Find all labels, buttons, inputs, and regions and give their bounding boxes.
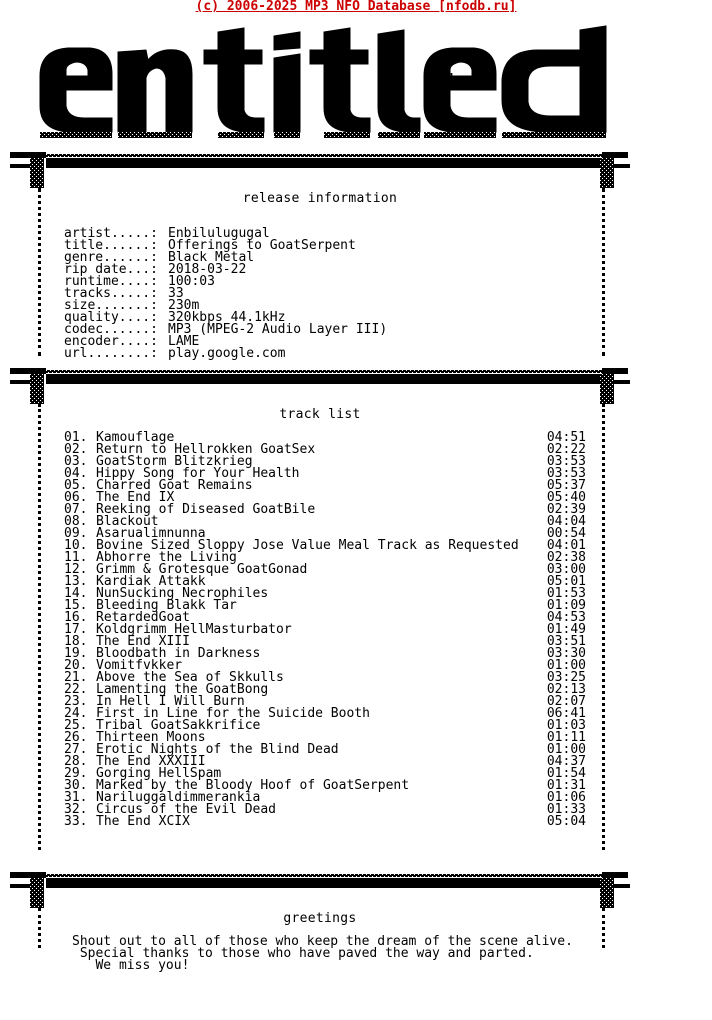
track-duration: 04:01 <box>546 538 586 553</box>
track-title: In Hell I Will Burn <box>96 694 245 709</box>
track-duration: 05:37 <box>546 478 586 493</box>
track-duration: 01:00 <box>546 658 586 673</box>
track-duration: 05:01 <box>546 574 586 589</box>
track-duration: 03:25 <box>546 670 586 685</box>
track-duration: 02:07 <box>546 694 586 709</box>
info-key: title......: <box>64 238 158 253</box>
track-number: 08. <box>64 514 88 529</box>
track-title: Bleeding Blakk Tar <box>96 598 237 613</box>
frame-left-release <box>38 188 51 356</box>
info-key: runtime....: <box>64 274 158 289</box>
track-number: 24. <box>64 706 88 721</box>
track-duration: 02:39 <box>546 502 586 517</box>
frame-right-tracks <box>602 404 615 850</box>
track-number: 28. <box>64 754 88 769</box>
track-duration: 01:54 <box>546 766 586 781</box>
track-title: Reeking of Diseased GoatBile <box>96 502 316 517</box>
track-number: 15. <box>64 598 88 613</box>
track-number: 30. <box>64 778 88 793</box>
track-number: 31. <box>64 790 88 805</box>
info-value: 33 <box>168 286 184 301</box>
track-duration: 05:04 <box>546 814 586 829</box>
track-title: Kardiak Attakk <box>96 574 206 589</box>
track-duration: 01:09 <box>546 598 586 613</box>
track-title: Abhorre the Living <box>96 550 237 565</box>
info-value: 2018-03-22 <box>168 262 247 277</box>
track-duration: 01:53 <box>546 586 586 601</box>
greeting-line: We miss you! <box>72 958 190 973</box>
track-title: Hippy Song for Your Health <box>96 466 300 481</box>
track-title: Koldgrimm HellMasturbator <box>96 622 292 637</box>
section-divider-tracks <box>0 364 712 404</box>
track-number: 22. <box>64 682 88 697</box>
section-divider-greetings <box>0 868 712 908</box>
track-title: The End XIII <box>96 634 190 649</box>
frame-right-release <box>602 188 615 356</box>
info-key: genre......: <box>64 250 158 265</box>
track-title: Tribal GoatSakkrifice <box>96 718 261 733</box>
info-value: MP3 (MPEG-2 Audio Layer III) <box>168 322 388 337</box>
track-duration: 02:38 <box>546 550 586 565</box>
track-duration: 04:37 <box>546 754 586 769</box>
track-title: NunSucking Necrophiles <box>96 586 269 601</box>
info-key: artist.....: <box>64 226 158 241</box>
track-number: 21. <box>64 670 88 685</box>
track-number: 03. <box>64 454 88 469</box>
track-title: GoatStorm Blitzkrieg <box>96 454 253 469</box>
info-value: 230m <box>168 298 200 313</box>
track-number: 14. <box>64 586 88 601</box>
info-value: Enbilulugugal <box>168 226 270 241</box>
track-title: Kamouflage <box>96 430 175 445</box>
track-number: 32. <box>64 802 88 817</box>
track-duration: 01:33 <box>546 802 586 817</box>
track-title: Marked by the Bloody Hoof of GoatSerpent <box>96 778 410 793</box>
track-duration: 03:00 <box>546 562 586 577</box>
info-key: encoder....: <box>64 334 158 349</box>
info-value: 320kbps 44.1kHz <box>168 310 286 325</box>
info-value: Offerings to GoatSerpent <box>168 238 356 253</box>
track-title: Lamenting the GoatBong <box>96 682 269 697</box>
track-duration: 00:54 <box>546 526 586 541</box>
track-number: 17. <box>64 622 88 637</box>
track-title: Charred Goat Remains <box>96 478 253 493</box>
track-title: First in Line for the Suicide Booth <box>96 706 370 721</box>
track-number: 06. <box>64 490 88 505</box>
info-value: play.google.com <box>168 346 286 361</box>
info-value: 100:03 <box>168 274 215 289</box>
track-title: Thirteen Moons <box>96 730 206 745</box>
track-title: Grimm & Grotesque GoatGonad <box>96 562 308 577</box>
section-divider-release <box>0 148 712 188</box>
track-duration: 01:06 <box>546 790 586 805</box>
track-title: The End XXXIII <box>96 754 206 769</box>
track-duration: 04:51 <box>546 430 586 445</box>
track-number: 10. <box>64 538 88 553</box>
track-duration: 01:03 <box>546 718 586 733</box>
track-title: Return to Hellrokken GoatSex <box>96 442 316 457</box>
track-number: 19. <box>64 646 88 661</box>
info-value: LAME <box>168 334 200 349</box>
track-title: Circus of the Evil Dead <box>96 802 277 817</box>
track-title: The End XCIX <box>96 814 190 829</box>
logo-graphic <box>0 14 712 144</box>
track-number: 09. <box>64 526 88 541</box>
track-number: 12. <box>64 562 88 577</box>
track-number: 16. <box>64 610 88 625</box>
track-title: RetardedGoat <box>96 610 190 625</box>
credit-line[interactable]: (c) 2006-2025 MP3 NFO Database [nfodb.ru] <box>195 0 517 14</box>
track-number: 33. <box>64 814 88 829</box>
track-duration: 02:22 <box>546 442 586 457</box>
track-title: Nariluggaldimmerankia <box>96 790 261 805</box>
greetings-text <box>0 936 652 972</box>
entitled-logo <box>0 14 712 144</box>
track-duration: 02:13 <box>546 682 586 697</box>
track-number: 04. <box>64 466 88 481</box>
track-row <box>64 816 586 828</box>
track-title: Vomitfvkker <box>96 658 183 673</box>
track-number: 25. <box>64 718 88 733</box>
track-duration: 01:49 <box>546 622 586 637</box>
track-duration: 01:11 <box>546 730 586 745</box>
track-number: 07. <box>64 502 88 517</box>
track-duration: 01:00 <box>546 742 586 757</box>
track-title: Asarualimnunna <box>96 526 206 541</box>
track-number: 27. <box>64 742 88 757</box>
greeting-line: Shout out to all of those who keep the dream of the scene alive. <box>72 934 573 949</box>
track-title: Gorging HellSpam <box>96 766 222 781</box>
info-key: size.......: <box>64 298 158 313</box>
track-number: 23. <box>64 694 88 709</box>
info-key: codec......: <box>64 322 158 337</box>
track-title: Bloodbath in Darkness <box>96 646 261 661</box>
info-value: Black Metal <box>168 250 255 265</box>
greeting-line: Special thanks to those who have paved the way and parted. <box>72 946 534 961</box>
track-number: 29. <box>64 766 88 781</box>
track-duration: 05:40 <box>546 490 586 505</box>
track-number: 01. <box>64 430 88 445</box>
logo-tag: hX! <box>432 72 456 87</box>
track-number: 20. <box>64 658 88 673</box>
info-key: rip date...: <box>64 262 158 277</box>
track-number: 11. <box>64 550 88 565</box>
track-duration: 03:53 <box>546 454 586 469</box>
track-duration: 06:41 <box>546 706 586 721</box>
track-title: Erotic Nights of the Blind Dead <box>96 742 339 757</box>
track-number: 05. <box>64 478 88 493</box>
track-title: Blackout <box>96 514 159 529</box>
info-key: url........: <box>64 346 158 361</box>
frame-left-tracks <box>38 404 51 850</box>
track-duration: 04:04 <box>546 514 586 529</box>
track-duration: 04:53 <box>546 610 586 625</box>
track-title: Bovine Sized Sloppy Jose Value Meal Track as Requested <box>96 538 519 553</box>
track-list <box>64 432 586 828</box>
track-duration: 01:31 <box>546 778 586 793</box>
track-number: 18. <box>64 634 88 649</box>
info-row <box>64 348 387 360</box>
track-number: 02. <box>64 442 88 457</box>
info-key: quality....: <box>64 310 158 325</box>
track-title: Above the Sea of Skkulls <box>96 670 284 685</box>
track-number: 13. <box>64 574 88 589</box>
track-duration: 03:51 <box>546 634 586 649</box>
section-title-tracks: track list <box>279 407 361 422</box>
track-title: The End IX <box>96 490 175 505</box>
track-number: 26. <box>64 730 88 745</box>
track-duration: 03:30 <box>546 646 586 661</box>
section-title-release: release information <box>242 191 398 206</box>
release-info <box>64 228 387 360</box>
track-duration: 03:53 <box>546 466 586 481</box>
section-title-greetings: greetings <box>283 911 357 926</box>
info-key: tracks.....: <box>64 286 158 301</box>
